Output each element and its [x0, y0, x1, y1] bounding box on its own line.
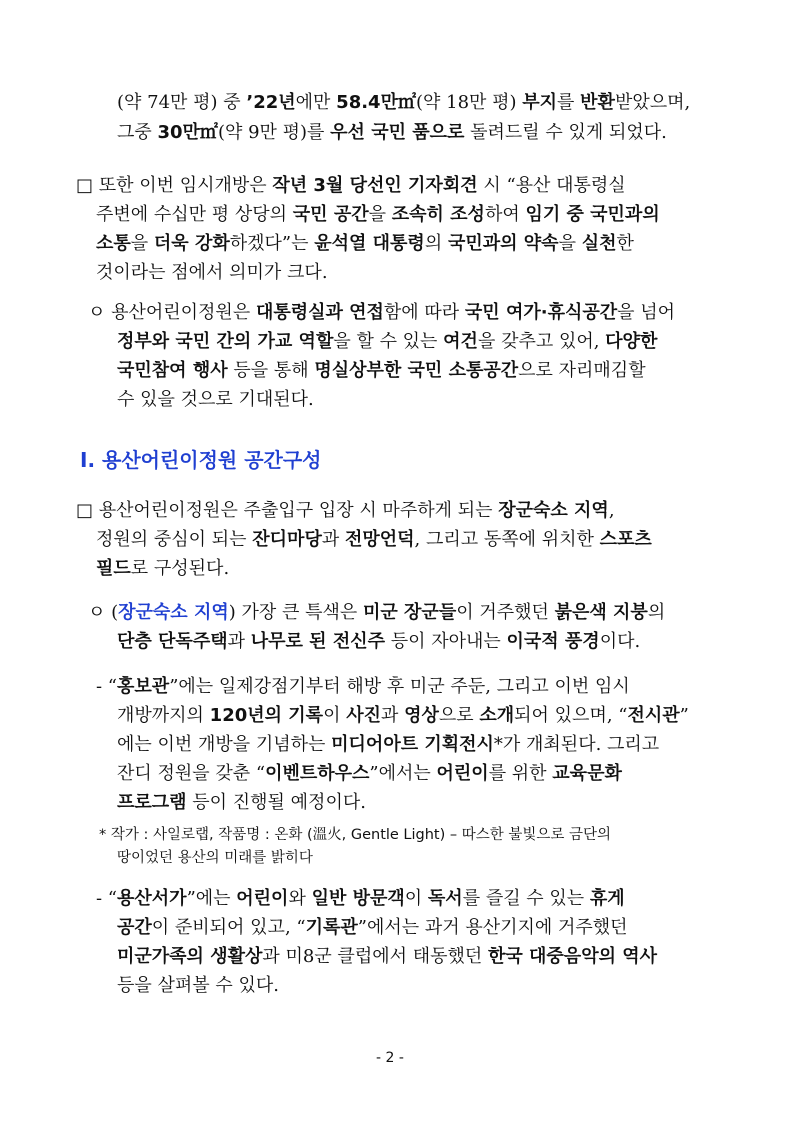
body-text: 등이 자아내는 — [384, 631, 507, 652]
emphasis-text: 부지 — [522, 92, 558, 113]
emphasis-text: 필드 — [96, 558, 131, 579]
body-text: ” — [679, 705, 689, 726]
body-text: 수 있을 것으로 기대된다. — [117, 389, 314, 410]
emphasis-text: 프로그램 — [117, 792, 187, 813]
body-text: 에는 이번 개방을 기념하는 — [117, 734, 332, 755]
emphasis-text: 국민 여가·휴식공간 — [464, 302, 618, 323]
text-line — [117, 388, 721, 412]
emphasis-text: 30만㎡ — [157, 122, 218, 143]
body-text: 하겠다”는 — [229, 233, 315, 254]
emphasis-text: 전망언덕 — [344, 529, 415, 550]
text-line — [88, 301, 721, 325]
body-text: 을 — [130, 233, 154, 254]
emphasis-text: 기록관 — [305, 917, 358, 938]
emphasis-text: 임기 중 국민과의 — [525, 204, 660, 225]
emphasis-text: 전시관 — [627, 705, 680, 726]
emphasis-text: 일반 방문객 — [311, 888, 405, 909]
text-line — [117, 791, 721, 815]
body-text: 함에 따라 — [383, 302, 465, 323]
emphasis-text: 소통 — [96, 233, 131, 254]
body-text: 와 — [288, 888, 312, 909]
emphasis-text: 다양한 — [605, 331, 658, 352]
body-text: 시 “용산 대통령실 — [477, 175, 626, 196]
section-heading: Ⅰ. 용산어린이정원 공간구성 — [80, 448, 322, 472]
text-line — [117, 630, 721, 654]
body-text: 받았으며, — [614, 92, 691, 113]
emphasis-text: 단층 단독주택 — [117, 631, 228, 652]
body-text: 를 — [557, 92, 581, 113]
body-text: 으로 — [438, 705, 480, 726]
body-text: (약 9만 평)를 — [217, 122, 331, 143]
text-line — [117, 974, 721, 998]
page-number: - 2 - — [376, 1050, 404, 1066]
body-text: 을 — [558, 233, 582, 254]
emphasis-text: 명실상부한 국민 소통공간 — [314, 360, 519, 381]
text-line — [96, 528, 721, 552]
emphasis-text: 국민 공간 — [292, 204, 369, 225]
emphasis-text: 국민참여 행사 — [117, 360, 228, 381]
emphasis-text: 대통령실과 연접 — [255, 302, 384, 323]
body-text: 의 — [647, 602, 666, 623]
body-text: - “ — [96, 888, 118, 909]
text-line — [88, 601, 721, 625]
emphasis-text: 윤석열 대통령 — [314, 233, 425, 254]
body-text: 한 — [616, 233, 634, 254]
text-line — [117, 704, 721, 728]
body-text: 등을 통해 — [227, 360, 315, 381]
emphasis-text: 이벤트하우스 — [265, 763, 370, 784]
body-text: ㅇ ( — [88, 602, 119, 623]
emphasis-text: 미군가족의 생활상 — [117, 946, 263, 967]
body-text: 이 준비되어 있고, “ — [151, 917, 306, 938]
text-line — [117, 762, 721, 786]
emphasis-text: 더욱 강화 — [153, 233, 230, 254]
emphasis-text: 어린이 — [236, 888, 289, 909]
text-line — [96, 675, 721, 699]
text-line — [96, 203, 721, 227]
body-text: ”에서는 — [369, 763, 437, 784]
emphasis-text: 소개 — [479, 705, 515, 726]
body-text: 으로 자리매김할 — [518, 360, 646, 381]
text-line — [76, 174, 721, 198]
footnote-line-2: 땅이었던 용산의 미래를 밝히다 — [117, 850, 313, 866]
text-line — [117, 330, 721, 354]
emphasis-text: 나무로 된 전신주 — [250, 631, 385, 652]
body-text: 이다. — [599, 631, 641, 652]
body-text: ”에서는 과거 용산기지에 거주했던 — [357, 917, 628, 938]
emphasis-text: 120년의 기록 — [209, 705, 324, 726]
text-line — [117, 916, 721, 940]
emphasis-text: 이국적 풍경 — [506, 631, 600, 652]
emphasis-text: 여건 — [443, 331, 478, 352]
text-line — [96, 887, 721, 911]
body-text: ”에는 일제강점기부터 해방 후 미군 주둔, 그리고 이번 임시 — [169, 676, 630, 697]
body-text: 하여 — [484, 204, 526, 225]
text-line — [117, 359, 721, 383]
body-text: (약 74만 평) 중 — [117, 92, 247, 113]
text-line — [96, 261, 721, 285]
emphasis-text: 58.4만㎡ — [336, 92, 416, 113]
text-line — [76, 499, 721, 523]
body-text: , — [608, 500, 615, 521]
body-text: 과 — [380, 705, 405, 726]
body-text: 이 — [323, 705, 347, 726]
body-text: 잔디 정원을 갖춘 “ — [117, 763, 266, 784]
body-text: ) 가장 큰 특색은 — [228, 602, 363, 623]
body-text: 등을 살펴볼 수 있다. — [117, 975, 279, 996]
emphasis-text: 공간 — [117, 917, 152, 938]
emphasis-text: 잔디마당 — [252, 529, 322, 550]
emphasis-text: 장군숙소 지역 — [118, 602, 229, 623]
body-text: 을 갖추고 있어, — [477, 331, 606, 352]
text-line — [117, 91, 721, 115]
emphasis-text: 휴게 — [589, 888, 625, 909]
emphasis-text: 정부와 국민 간의 가교 역할 — [117, 331, 334, 352]
body-text: 의 — [424, 233, 448, 254]
body-text: 을 할 수 있는 — [333, 331, 444, 352]
emphasis-text: 장군숙소 지역 — [498, 500, 609, 521]
emphasis-text: 홍보관 — [117, 676, 170, 697]
emphasis-text: 영상 — [404, 705, 439, 726]
body-text: 주변에 수십만 평 상당의 — [96, 204, 293, 225]
body-text: 정원의 중심이 되는 — [96, 529, 253, 550]
body-text: 이 — [404, 888, 428, 909]
text-line — [96, 557, 721, 581]
text-line — [117, 733, 721, 757]
body-text: 돌려드릴 수 있게 되었다. — [464, 122, 667, 143]
body-text: (약 18만 평) — [415, 92, 523, 113]
body-text: 를 즐길 수 있는 — [462, 888, 590, 909]
body-text: 그중 — [117, 122, 158, 143]
text-line — [96, 232, 721, 256]
body-text: 을 넘어 — [617, 302, 676, 323]
body-text: □ 용산어린이정원은 주출입구 입장 시 마주하게 되는 — [76, 500, 499, 521]
emphasis-text: 교육문화 — [552, 763, 622, 784]
emphasis-text: 우선 국민 품으로 — [330, 122, 465, 143]
body-text: ㅇ 용산어린이정원은 — [88, 302, 256, 323]
emphasis-text: 미디어아트 기획전시 — [331, 734, 494, 755]
body-text: 것이라는 점에서 의미가 크다. — [96, 262, 328, 283]
emphasis-text: 실천 — [581, 233, 617, 254]
body-text: 과 — [321, 529, 345, 550]
body-text: , 그리고 동쪽에 위치한 — [414, 529, 600, 550]
emphasis-text: 작년 3월 당선인 기자회견 — [272, 175, 478, 196]
emphasis-text: 국민과의 약속 — [447, 233, 559, 254]
emphasis-text: 한국 대중음악의 역사 — [487, 946, 658, 967]
emphasis-text: ’22년 — [246, 92, 296, 113]
emphasis-text: 조속히 조성 — [391, 204, 485, 225]
emphasis-text: 붉은색 지붕 — [554, 602, 648, 623]
text-line — [117, 945, 721, 969]
emphasis-text: 스포츠 — [599, 529, 652, 550]
body-text: 개방까지의 — [117, 705, 210, 726]
emphasis-text: 미군 장군들 — [363, 602, 457, 623]
emphasis-text: 반환 — [580, 92, 615, 113]
body-text: □ 또한 이번 임시개방은 — [76, 175, 273, 196]
emphasis-text: 용산서가 — [117, 888, 187, 909]
emphasis-text: 사진 — [346, 705, 381, 726]
body-text: ”에는 — [186, 888, 237, 909]
emphasis-text: 독서 — [427, 888, 463, 909]
body-text: 과 미8군 클럽에서 태동했던 — [262, 946, 488, 967]
body-text: 과 — [227, 631, 251, 652]
body-text: 로 구성된다. — [130, 558, 230, 579]
body-text: 을 — [368, 204, 392, 225]
body-text: 이 거주했던 — [456, 602, 555, 623]
body-text: 를 위한 — [488, 763, 553, 784]
body-text: - “ — [96, 676, 118, 697]
body-text: 에만 — [295, 92, 337, 113]
body-text: *가 개최된다. 그리고 — [493, 734, 660, 755]
body-text: 등이 진행될 예정이다. — [186, 792, 366, 813]
text-line — [117, 121, 721, 145]
footnote-line-1: * 작가 : 사일로랩, 작품명 : 온화 (溫火, Gentle Light) – 따스한 불빛으로 금단의 — [99, 827, 612, 843]
body-text: 되어 있으며, “ — [514, 705, 628, 726]
emphasis-text: 어린이 — [436, 763, 489, 784]
